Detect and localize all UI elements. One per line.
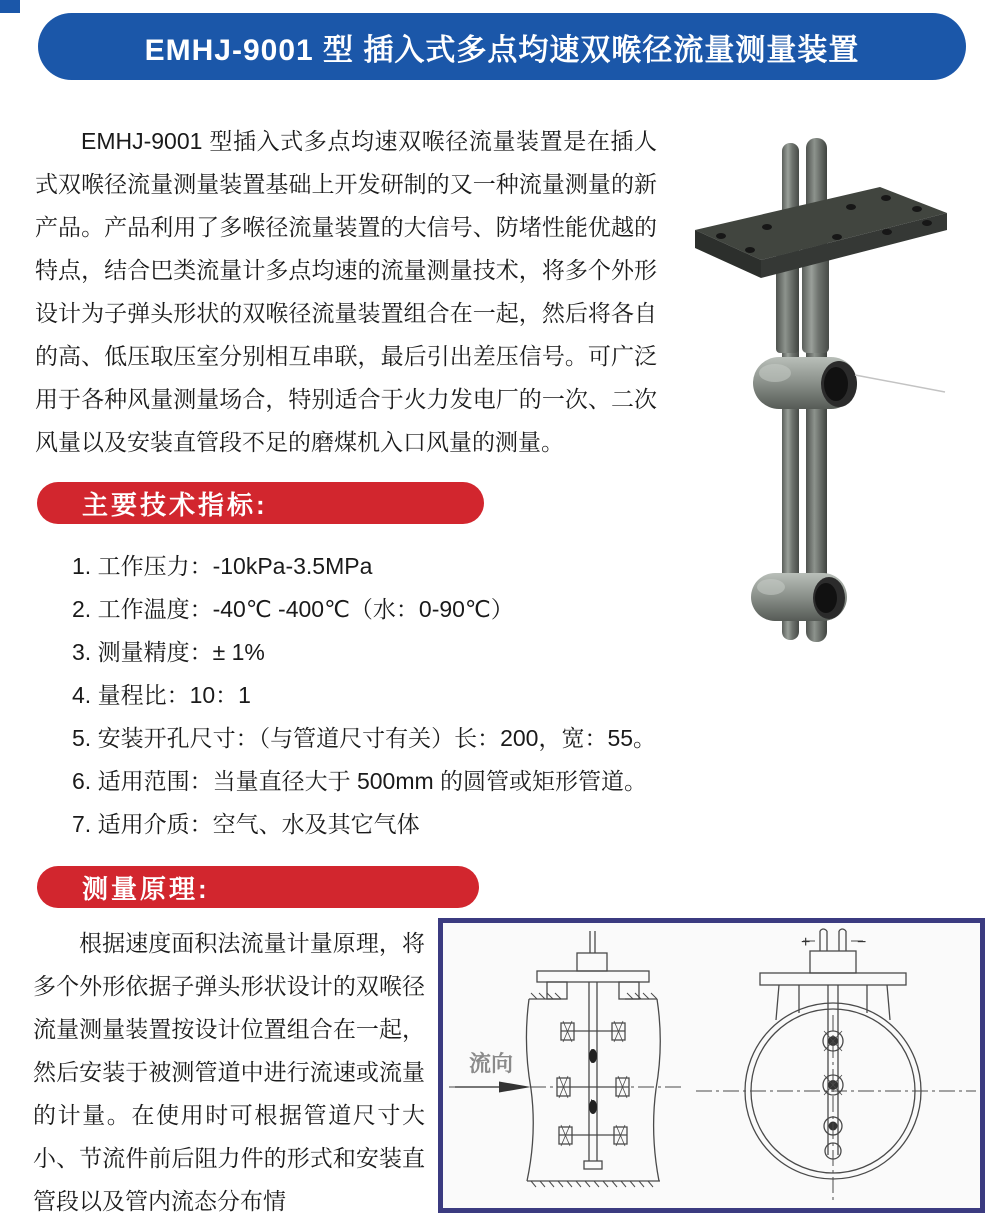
spec-item: 7. 适用介质：空气、水及其它气体 [72, 811, 420, 837]
spec-item: 3. 测量精度：± 1% [72, 639, 265, 665]
spec-item: 4. 量程比：10：1 [72, 682, 251, 708]
specs-heading: 主要技术指标: [82, 489, 268, 520]
title-banner [38, 13, 966, 80]
sensor-elements [557, 1021, 629, 1146]
pipe-cross-section-view [696, 929, 976, 1203]
product-photo-drawing [655, 135, 1000, 650]
callout-line [855, 375, 945, 392]
spec-item: 1. 工作压力：-10kPa-3.5MPa [72, 553, 373, 579]
spec-item: 2. 工作温度：-40℃ -400℃（水：0-90℃） [72, 596, 514, 622]
spec-item: 5. 安装开孔尺寸：（与管道尺寸有关）长：200，宽：55。 [72, 725, 657, 751]
flow-arrow [455, 1082, 531, 1093]
flow-direction-label: 流向 [469, 1051, 514, 1076]
page-corner-artifact [0, 0, 20, 13]
installation-diagram-drawing [443, 923, 980, 1208]
specs-list [72, 545, 656, 846]
high-pressure-label: + [801, 934, 811, 951]
low-pressure-label: − [857, 934, 867, 951]
page-title: EMHJ-9001 型 插入式多点均速双喉径流量测量装置 [144, 33, 860, 67]
principle-heading: 测量原理: [82, 873, 210, 904]
throat-sensor-lower [751, 573, 847, 621]
product-photo [655, 135, 1000, 650]
specs-section-banner [37, 482, 484, 524]
principle-paragraph: 根据速度面积法流量计量原理，将多个外形依据子弹头形状设计的双喉径流量测量装置按设计位置组合在一起，然后安装于被测管道中进行流速或流量的计量。在使用时可根据管道尺寸大小、节流件前后阻力件的形式和安装直管段以及管内流态分布情 [33, 930, 425, 1214]
principle-section-banner [37, 866, 479, 908]
installation-diagram [438, 918, 985, 1213]
throat-sensor-upper [753, 357, 857, 409]
spec-item: 6. 适用范围：当量直径大于 500mm 的圆管或矩形管道。 [72, 768, 648, 794]
intro-paragraph: EMHJ-9001 型插入式多点均速双喉径流量装置是在插人式双喉径流量测量装置基础上开发研制的又一种流量测量的新产品。产品利用了多喉径流量装置的大信号、防堵性能优越的特点，结合巴类流量计多点均速的流量测量技术，将多个外形设计为子弹头形状的双喉径流量装置组合在一起，然后将各自的高、低压取压室分别相互串联，最后引出差压信号。可广泛用于各种风量测量场合，特别适合于火力发电厂的一次、二次风量以及安装直管段不足的磨煤机入口风量的测量。 [35, 128, 657, 455]
